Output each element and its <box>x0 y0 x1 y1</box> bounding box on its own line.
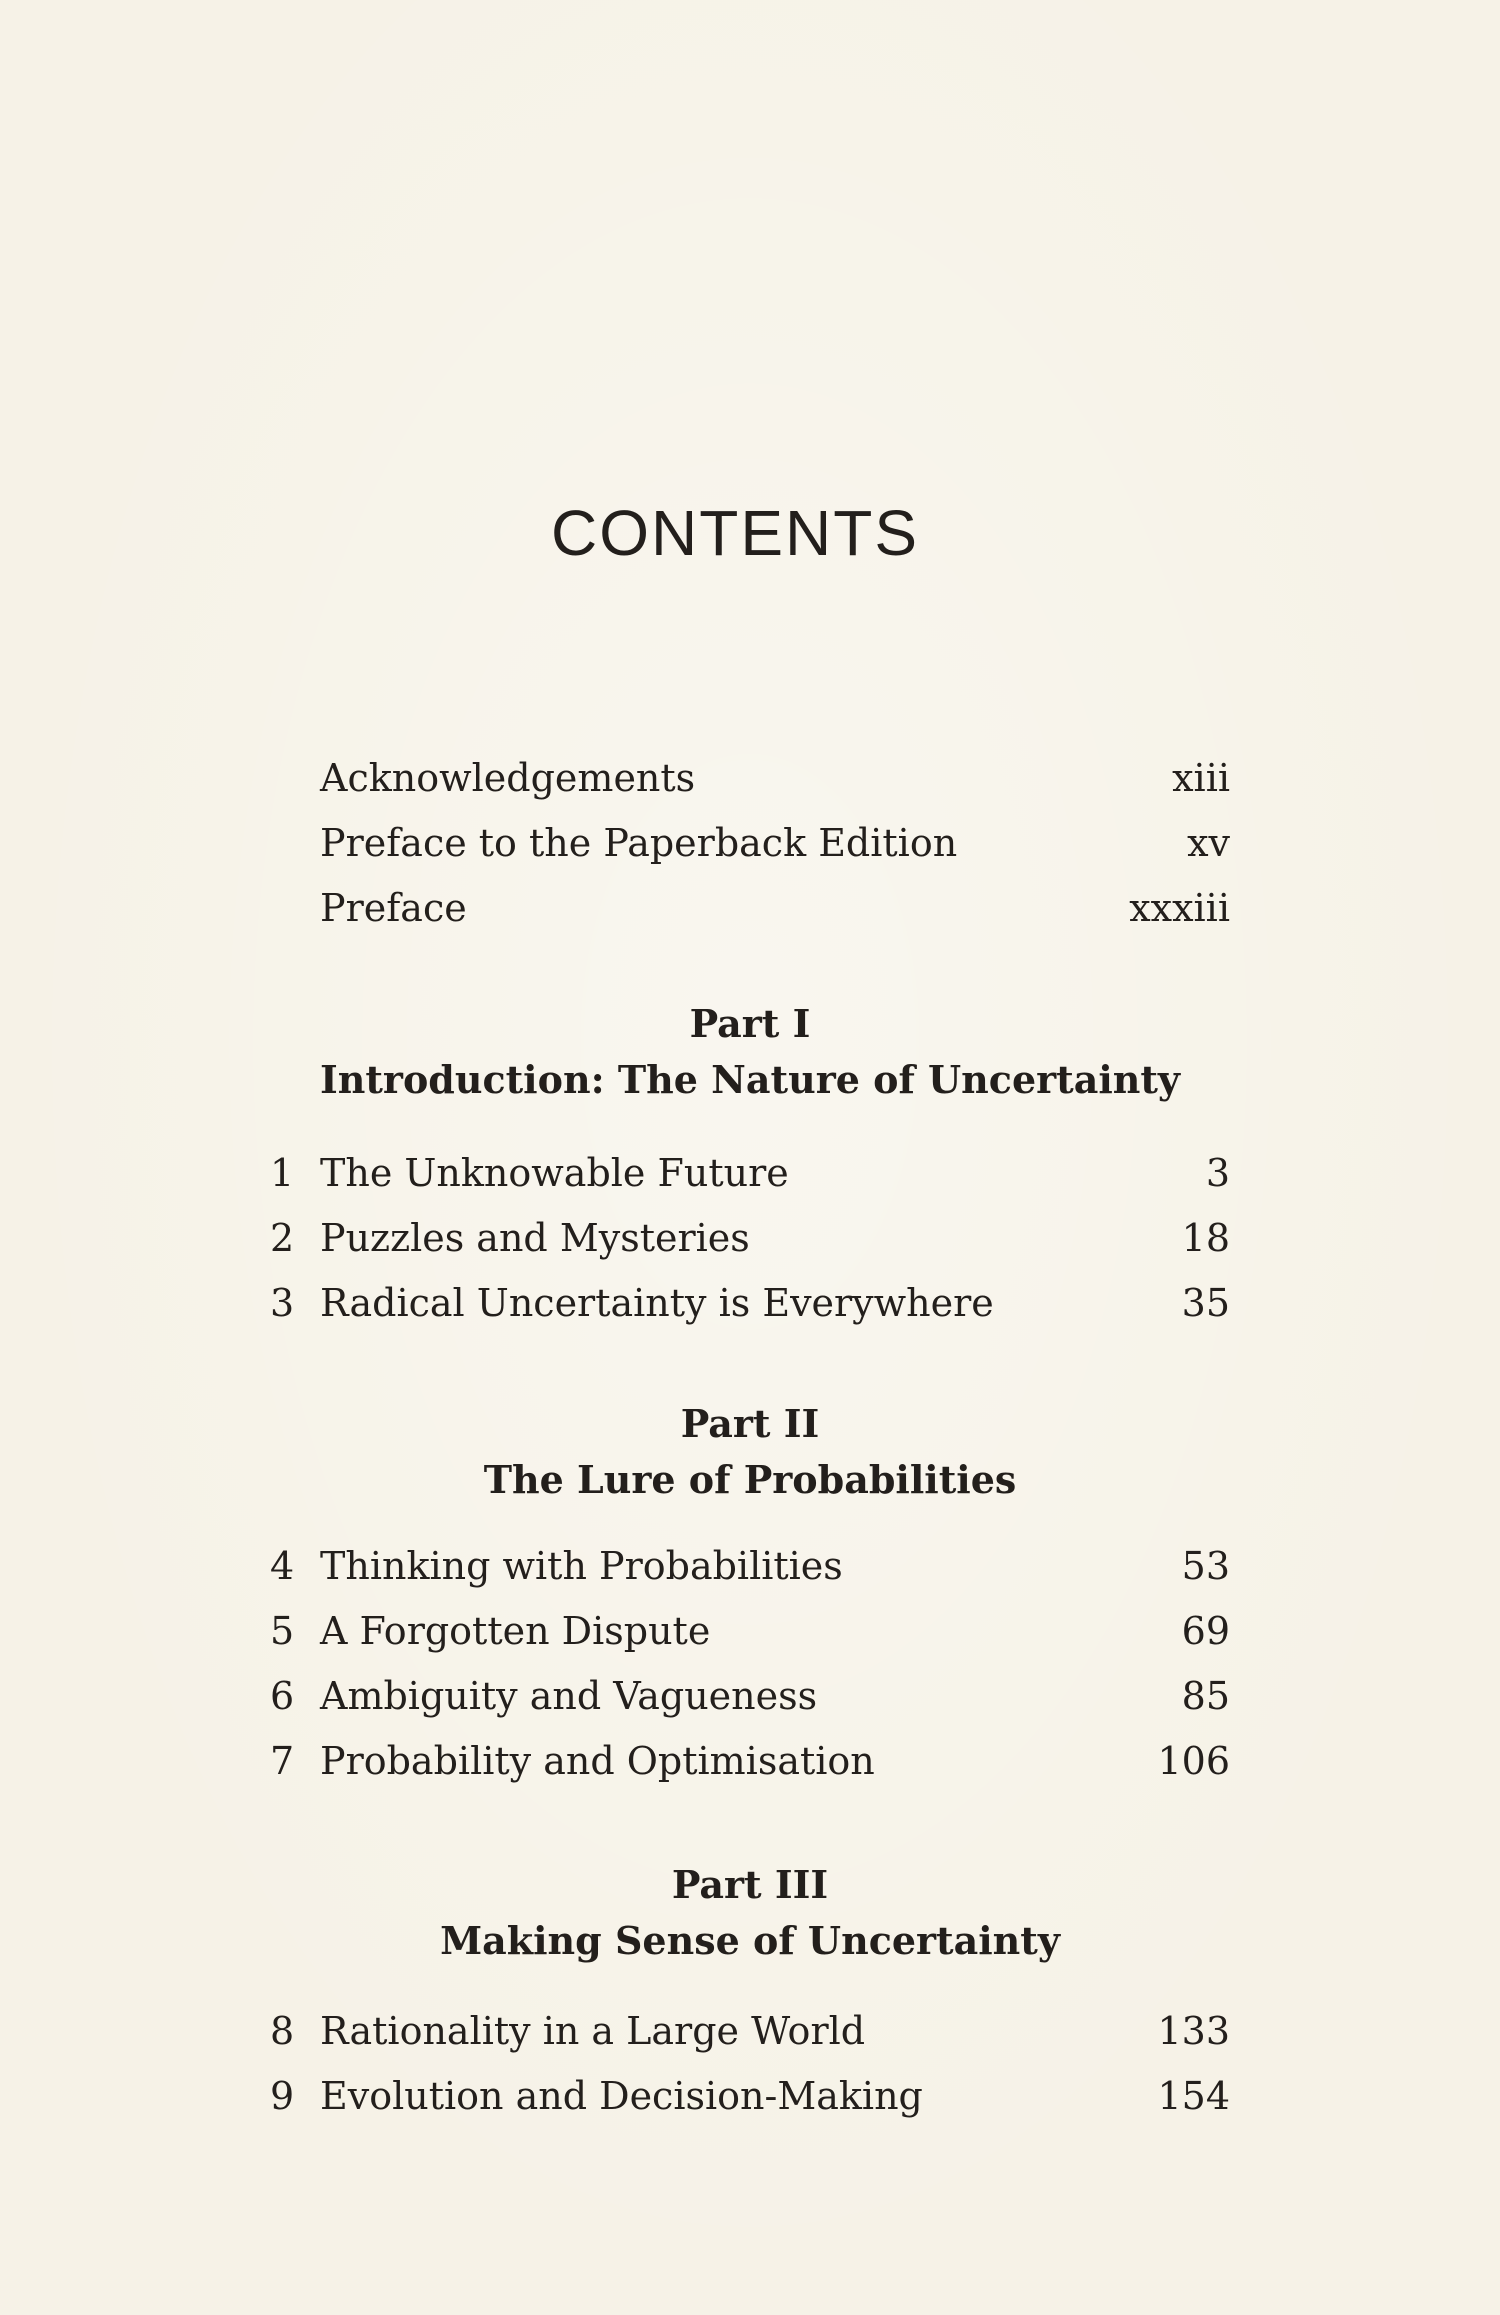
chapter-page: 3 <box>1205 1151 1230 1195</box>
chapter-page: 133 <box>1157 2009 1230 2053</box>
chapter-page: 85 <box>1181 1674 1230 1718</box>
chapter-title: Evolution and Decision-Making <box>320 2074 923 2118</box>
part-label: Part I <box>689 1001 811 1046</box>
part-heading-2 <box>270 1396 1230 1508</box>
chapter-number: 2 <box>270 1216 295 1260</box>
entry-page: xv <box>1187 821 1230 865</box>
chapter-number: 9 <box>270 2074 295 2118</box>
chapter-number: 6 <box>270 1674 295 1718</box>
chapter-page: 53 <box>1181 1544 1230 1588</box>
chapter-page: 106 <box>1157 1739 1230 1783</box>
entry-label: Preface <box>320 886 467 930</box>
part-heading-1 <box>270 996 1230 1108</box>
entry-page: xxxiii <box>1129 886 1230 930</box>
part-heading-3 <box>270 1857 1230 1969</box>
chapter-title: Thinking with Probabilities <box>320 1544 843 1588</box>
chapter-number: 7 <box>270 1739 295 1783</box>
entry-page: xiii <box>1172 756 1230 800</box>
chapter-title: Rationality in a Large World <box>320 2009 866 2053</box>
part-title: The Lure of Probabilities <box>483 1457 1017 1502</box>
entry-label: Acknowledgements <box>320 756 696 800</box>
chapter-title: Ambiguity and Vagueness <box>320 1674 818 1718</box>
chapter-title: Radical Uncertainty is Everywhere <box>320 1281 994 1325</box>
chapter-number: 1 <box>270 1151 295 1195</box>
part-title: Making Sense of Uncertainty <box>440 1918 1060 1963</box>
entry-label: Preface to the Paperback Edition <box>320 821 958 865</box>
toc-chapter-5 <box>270 1601 1230 1661</box>
chapter-page: 18 <box>1181 1216 1230 1260</box>
toc-entry-preface <box>270 878 1230 938</box>
chapter-title: A Forgotten Dispute <box>320 1609 711 1653</box>
chapter-title: Probability and Optimisation <box>320 1739 875 1783</box>
toc-chapter-4 <box>270 1536 1230 1596</box>
chapter-number: 3 <box>270 1281 295 1325</box>
toc-chapter-2 <box>270 1208 1230 1268</box>
chapter-page: 35 <box>1181 1281 1230 1325</box>
toc-chapter-3 <box>270 1273 1230 1333</box>
toc-entry-acknowledgements <box>270 748 1230 808</box>
chapter-number: 8 <box>270 2009 295 2053</box>
chapter-title: Puzzles and Mysteries <box>320 1216 750 1260</box>
part-label: Part II <box>680 1401 820 1446</box>
toc-entry-preface-paperback <box>270 813 1230 873</box>
page-title: CONTENTS <box>551 497 919 569</box>
toc-chapter-7 <box>270 1731 1230 1791</box>
toc-chapter-6 <box>270 1666 1230 1726</box>
chapter-title: The Unknowable Future <box>320 1151 789 1195</box>
toc-chapter-1 <box>270 1143 1230 1203</box>
part-label: Part III <box>671 1862 829 1907</box>
chapter-number: 5 <box>270 1609 295 1653</box>
toc-chapter-8 <box>270 2001 1230 2061</box>
chapter-page: 69 <box>1181 1609 1230 1653</box>
chapter-page: 154 <box>1157 2074 1230 2118</box>
part-title: Introduction: The Nature of Uncertainty <box>319 1057 1181 1102</box>
chapter-number: 4 <box>270 1544 295 1588</box>
toc-chapter-9 <box>270 2066 1230 2126</box>
